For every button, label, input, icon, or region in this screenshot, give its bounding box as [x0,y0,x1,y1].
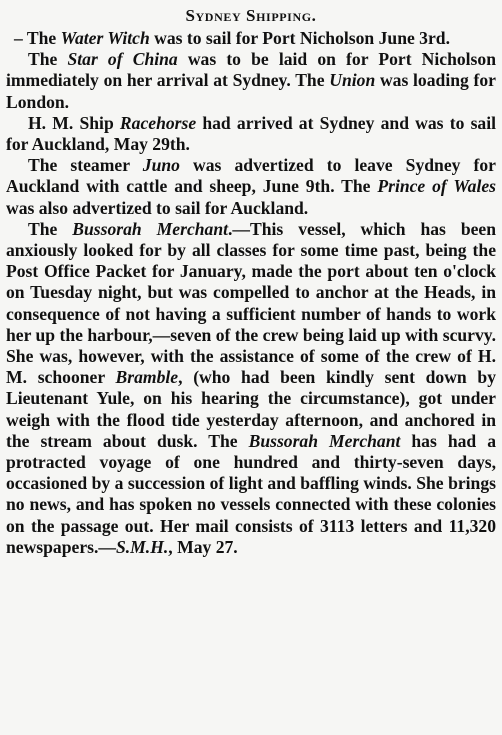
article-body [6,28,496,558]
text-run: H. M. Ship [28,112,120,133]
text-run: .—This vessel, which has been anxiously looked for by all classes for some time past, being the Post Office Packet for January, made the port about ten o'clock on Tuesday night, but was compelled to anchor at the Heads, in consequence of not having a sufficient number of hands to work her up the harbour,—seven of the crew being laid up with scurvy. She was, however, with the assistance of some of the crew of H. M. schooner [6,218,497,388]
italic-ship-name: Racehorse [119,112,197,133]
italic-ship-name: Union [329,70,376,91]
italic-ship-name: Prince of Wales [377,176,496,197]
text-run: The [28,218,73,239]
article-paragraph [6,113,496,155]
italic-ship-name: Star of China [67,49,178,70]
article-paragraph [6,155,496,219]
italic-ship-name: S.M.H. [115,536,169,557]
text-run: was to sail for Port Nicholson June 3rd. [149,28,450,48]
text-run: The steamer [28,155,143,176]
text-run: has had a protracted voyage of one hundred and thirty-seven days, occasioned by a succession of light and baffling winds. She brings no news, and has spoken no vessels connected with these colonies on the passage out. Her mail consists of 3113 letters and 11,320 newspapers.— [6,430,496,557]
text-run: was loading for London. [6,70,496,112]
text-run: had arrived at Sydney and was to sail for Auckland, May 29th. [6,112,496,155]
italic-ship-name: Juno [142,155,180,176]
italic-ship-name: Bramble [115,367,179,388]
italic-ship-name: Bussorah Merchant [248,430,401,451]
italic-ship-name: Bussorah Merchant [72,218,229,239]
headline: Sydney Shipping. [185,6,317,25]
text-run: , May 27. [168,536,238,557]
text-run: , (who had been kindly sent down by Lieutenant Yule, on his hearing the circumstance), got under weigh with the flood tide yesterday afternoon, and anchored in the stream about dusk. The [6,367,496,451]
text-run: was also advertized to sail for Auckland. [6,197,309,218]
article-paragraph [6,49,496,113]
text-run: The [28,49,68,70]
text-run: – The [14,28,61,48]
article-paragraph [6,219,496,558]
article-paragraph [6,28,496,49]
text-run: was advertized to leave Sydney for Auckland with cattle and sheep, June 9th. The [6,155,496,197]
italic-ship-name: Water Witch [60,28,150,48]
text-run: was to be laid on for Port Nicholson immediately on her arrival at Sydney. The [6,49,496,91]
